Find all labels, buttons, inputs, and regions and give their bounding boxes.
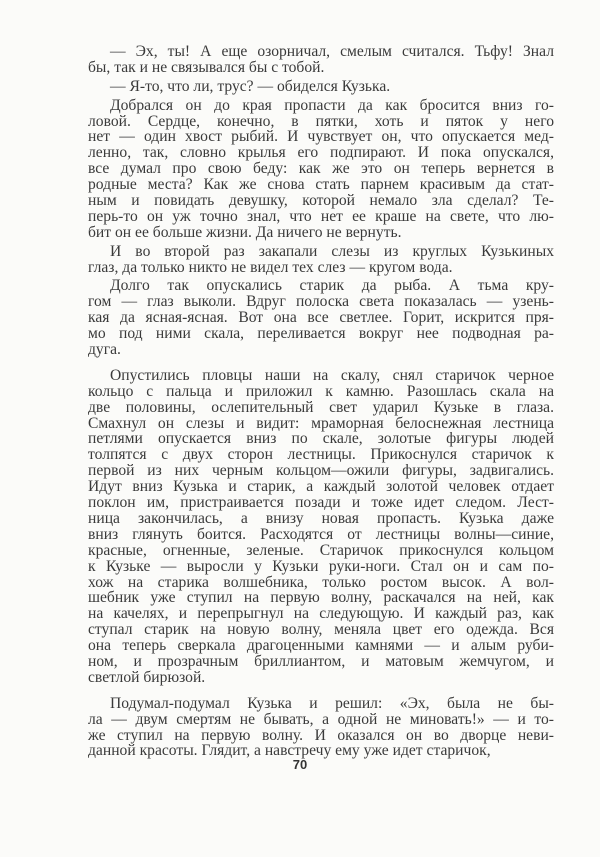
paragraph	[88, 368, 554, 686]
text-line: ным и повидать девушку, которой немало зла сделал? Те-	[88, 192, 554, 210]
text-line: две половины, ослепительный свет ударил Кузьке в глаза.	[88, 398, 554, 416]
text-line: ном, и прозрачным бриллиантом, и матовым жемчугом, и	[88, 652, 554, 670]
text-line: красные, огненные, зеленые. Старичок прикоснулся кольцом	[88, 541, 554, 559]
text-line: ленно, так, словно крылья его подпирают. И пока опускался,	[88, 144, 554, 162]
text-line: гом — глаз выколи. Вдруг полоска света показалась — узень-	[88, 293, 554, 311]
text-line: И во второй раз закапали слезы из круглых Кузькиных	[110, 242, 554, 260]
text-line: родные места? Как же снова стать парнем красивым да стат-	[88, 176, 554, 194]
text-line: бы, так и не связывался бы с тобой.	[88, 58, 325, 76]
text-line: — Я-то, что ли, трус? — обиделся Кузька.	[110, 77, 391, 95]
text-line: хож на старика волшебника, только ростом высок. А вол-	[88, 573, 554, 591]
text-line: бит он ее больше жизни. Да ничего не вернуть.	[88, 223, 402, 241]
text-line: перь-то он уж точно знал, что нет ее краше на свете, что лю-	[88, 207, 554, 225]
text-line: поклон им, пристраивается позади и тоже идет следом. Лест-	[88, 494, 554, 512]
paragraph	[88, 278, 554, 357]
book-page-text	[88, 44, 554, 759]
paragraph	[88, 98, 554, 241]
text-line: же ступил на первую волну. И оказался он во дворце неви-	[88, 726, 554, 744]
text-line: кольцо с пальца и приложил к камню. Разошлась скала на	[88, 382, 554, 400]
text-line: Добрался он до края пропасти да как бросится вниз го-	[110, 96, 554, 114]
text-line: вниз глянуть боится. Расходятся от лестницы волны—синие,	[88, 525, 554, 543]
text-line: к Кузьке — выросли у Кузьки руки-ноги. Стал он и сам по-	[88, 557, 554, 575]
text-line: Идут вниз Кузька и старик, а каждый золотой человек отдает	[88, 478, 554, 496]
text-line: данной красоты. Глядит, а навстречу ему уже идет старичок,	[88, 742, 491, 760]
text-line: первой из них черным кольцом—ожили фигуры, задвигались.	[88, 462, 554, 480]
text-line: на качелях, и перепрыгнул на следующую. И каждый раз, как	[88, 605, 554, 623]
text-line: нет — один хвост рыбий. И чувствует он, что опускается мед-	[88, 128, 554, 146]
text-line: петлями опускается вниз по скале, золотые фигуры людей	[88, 430, 554, 448]
text-line: толпятся с двух сторон лестницы. Прикоснулся старичок к	[88, 446, 554, 464]
text-line: ловой. Сердце, конечно, в пятки, хоть и пяток у него	[88, 112, 554, 130]
paragraph	[88, 79, 554, 95]
text-line: мо под ними скала, переливается вокруг нее подводная ра-	[88, 325, 554, 343]
paragraph	[88, 696, 554, 760]
text-line: все думал про свою беду: как же это он теперь вернется в	[88, 160, 554, 178]
paragraph	[88, 44, 554, 76]
text-line: Подумал-подумал Кузька и решил: «Эх, была не бы-	[110, 694, 554, 712]
text-line: шебник уже ступил на первую волну, раскачался на ней, как	[88, 589, 554, 607]
text-line: светлой бирюзой.	[88, 668, 206, 686]
page-number: 70	[292, 757, 308, 772]
text-line: кая да ясная-ясная. Вот она все светлее. Горит, искрится пря-	[88, 309, 554, 327]
text-line: глаз, да только никто не видел тех слез — кругом вода.	[88, 258, 453, 276]
text-line: дуга.	[88, 341, 121, 359]
text-line: Долго так опускались старик да рыба. А тьма кру-	[110, 277, 554, 295]
text-line: Смахнул он слезы и видит: мраморная белоснежная лестница	[88, 414, 554, 432]
text-line: Опустились пловцы наши на скалу, снял старичок черное	[110, 366, 554, 384]
text-line: ступал старик на новую волну, меняла цвет его одежда. Вся	[88, 621, 554, 639]
text-line: она теперь сверкала драгоценными камнями — и алым руби-	[88, 637, 554, 655]
text-line: — Эх, ты! А еще озорничал, смелым считался. Тьфу! Знал	[110, 43, 554, 60]
paragraph	[88, 244, 554, 276]
text-line: ница закончилась, а внизу новая пропасть. Кузька даже	[88, 509, 554, 527]
text-line: ла — двум смертям не бывать, а одной не миновать!» — и то-	[88, 710, 554, 728]
